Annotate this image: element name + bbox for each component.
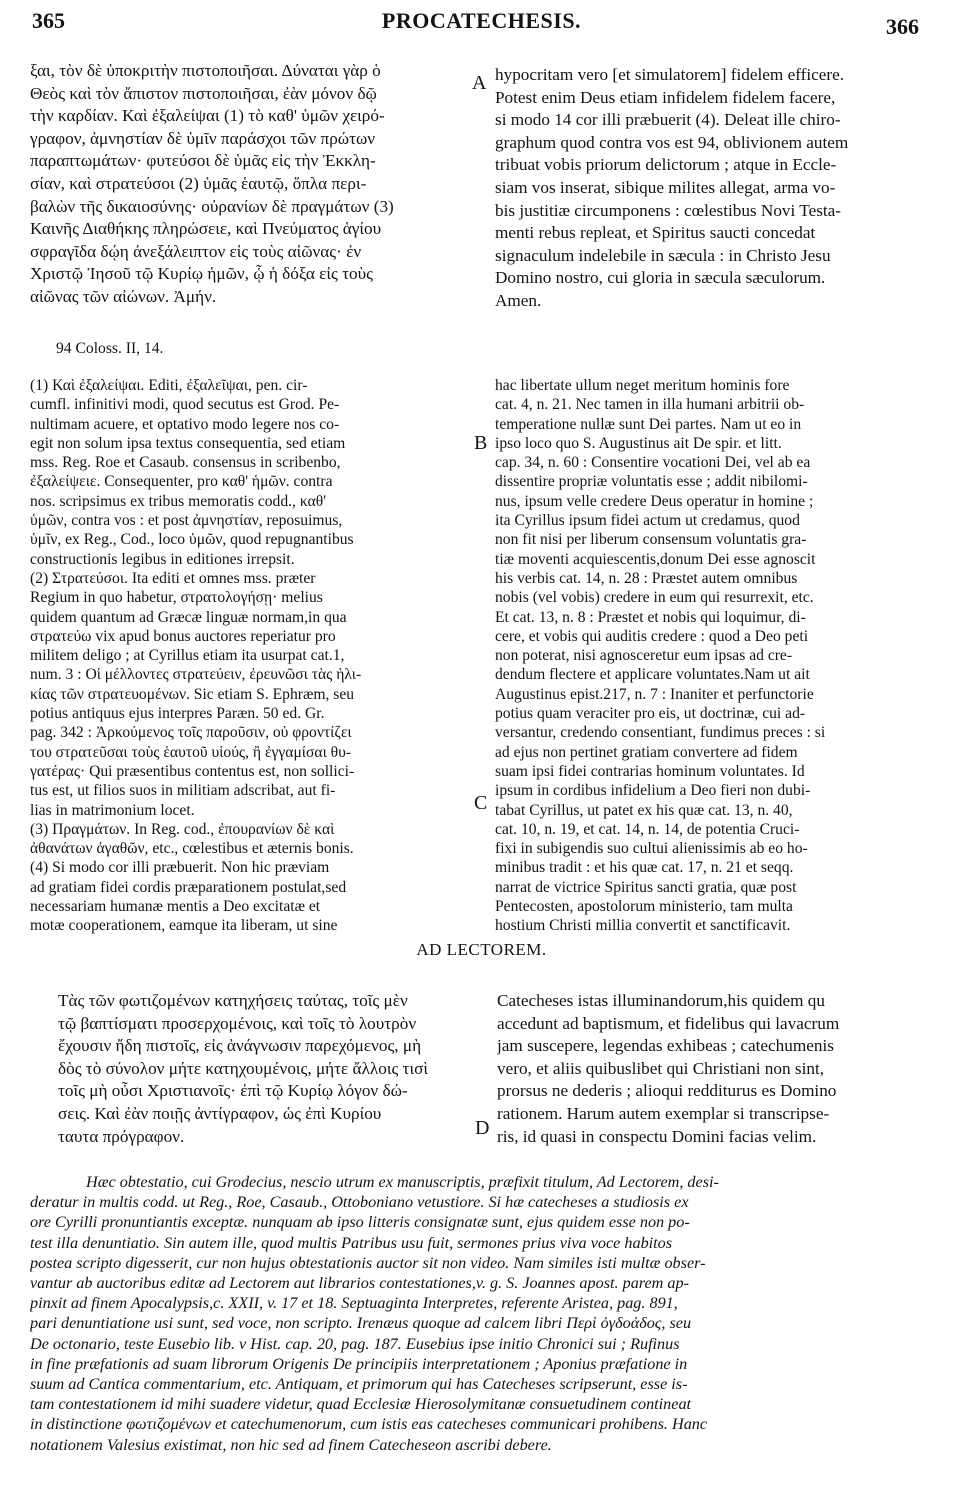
page-number-left: 365: [32, 8, 65, 33]
margin-letter-d: D: [475, 1117, 490, 1139]
note-line: hac libertate ullum neget meritum hominis fore: [495, 377, 790, 394]
note-line: ita Cyrillus ipsum fidei actum ut credamus, quod: [495, 512, 800, 530]
latin-line: accedunt ad baptismum, et fidelibus qui lavacrum: [497, 1013, 840, 1033]
note-line: motæ cooperationem, eamque ita liberam, ut sine: [30, 917, 338, 935]
latin-line: vero, et aliis quibuslibet qui Christiani non sint,: [497, 1058, 825, 1078]
margin-letter-a: A: [472, 72, 487, 94]
greek-line: παραπτωμάτων· φυτεύσοι δὲ ὑμᾶς εἰς τὴν Ἐκκλη-: [30, 151, 376, 171]
note-line: pag. 342 : Ἀρκούμενος τοῖς παροῦσιν, οὐ φροντίζει: [30, 724, 352, 742]
greek-line: σίαν, καὶ στρατεύσοι (2) ὑμᾶς ἑαυτῷ, ὅπλα περι-: [30, 173, 367, 193]
note-line: cere, et vobis qui auditis credere : quod a Deo peti: [495, 627, 809, 645]
note-line: cat. 4, n. 21. Nec tamen in illa humani arbitrii ob-: [495, 396, 805, 414]
greek-line: Καινῆς Διαθήκης πληρώσειε, καὶ Πνεύματος ἁγίου: [30, 219, 382, 239]
note-line: temperatione nullæ sunt Dei partes. Nam ut eo in: [495, 415, 802, 433]
note-line: Regium in quo habetur, στρατολογήσῃ· melius: [30, 589, 323, 607]
latin-line: jam suscepere, legendas exhibeas ; catechumenis: [497, 1036, 834, 1056]
greek-line: ἔχουσιν ἤδη πιστοῖς, εἰς ἀνάγνωσιν παρεχόμενος, μὴ: [58, 1036, 422, 1056]
note-line: (2) Στρατεύσοι. Ita editi et omnes mss. præter: [30, 569, 316, 587]
note-line: Et cat. 13, n. 8 : Præstet et nobis qui loquimur, di-: [495, 608, 806, 626]
greek-line: Θεὸς καὶ τὸν ἄπιστον πιστοποιῆσαι, ἐὰν μόνον δῷ: [30, 83, 377, 103]
commentary-line: in distinctione φωτιζομένων et catechumenorum, cum istis eas catecheses communicari prohibens. Hanc: [30, 1415, 708, 1434]
greek-line: σφραγῖδα δῴη ἀνεξάλειπτον εἰς τοὺς αἰῶνας· ἐν: [30, 241, 362, 261]
commentary-line: De octonario, teste Eusebio lib. v Hist. cap. 20, pag. 187. Eusebius ipse initio Chronici sui ; Rufinus: [30, 1334, 680, 1353]
commentary-line: Hæc obtestatio, cui Grodecius, nescio utrum ex manuscriptis, præfixit titulum, Ad Lectorem, desi-: [86, 1173, 719, 1191]
note-line: hostium Christi millia convertit et sanctificavit.: [495, 917, 791, 935]
note-line: ὑμῖν, ex Reg., Cod., loco ὑμῶν, quod repugnantibus: [30, 531, 354, 549]
commentary-line: pinxit ad finem Apocalypsis,c. XXII, v. 17 et 18. Septuaginta Interpretes, referente Aristea, pag. 891,: [30, 1294, 678, 1313]
note-line: ad ejus non pertinet gratiam convertere ad fidem: [495, 743, 798, 761]
note-line: egit non solum ipsa textus consequentia, sed etiam: [30, 434, 346, 452]
note-line: ipsum in cordibus infidelium a Deo fieri non dubi-: [495, 782, 811, 800]
greek-line: Χριστῷ Ἰησοῦ τῷ Κυρίῳ ἡμῶν, ᾧ ἡ δόξα εἰς τοὺς: [30, 264, 373, 284]
note-line: (3) Πραγμάτων. In Reg. cod., ἐπουρανίων δὲ καὶ: [30, 820, 335, 838]
note-line: γατέρας· Qui præsentibus contentus est, non sollici-: [30, 762, 355, 780]
latin-line: Catecheses istas illuminandorum,his quidem qu: [497, 991, 825, 1010]
section-title-ad-lectorem: AD LECTOREM.: [416, 940, 547, 959]
note-line: cap. 34, n. 60 : Consentire vocationi Dei, vel ab ea: [495, 454, 811, 472]
note-line: ὑμῶν, contra vos : et post ἀμνηστίαν, reposuimus,: [30, 512, 343, 530]
latin-line: siam vos inserat, sibique milites allegat, arma vo-: [495, 177, 836, 197]
note-line: constructionis legibus in editiones irrepsit.: [30, 550, 295, 568]
commentary-line: pari denuntiatione usi sunt, sed voce, non scripto. Irenæus quoque ad calcem libri Περὶ ὀγδοάδος, seu: [30, 1314, 692, 1333]
latin-line: rationem. Harum autem exemplar si transcripse-: [497, 1103, 830, 1123]
commentary-line: in fine præfationis ad suam librorum Origenis De principiis interpretationem ; Aponius præfatione in: [30, 1354, 688, 1373]
note-line: tus est, ut filios suos in militiam adscribat, aut fi-: [30, 782, 336, 800]
note-line: num. 3 : Οἱ μέλλοντες στρατεύειν, ἐρευνῶσι τὰς ἡλι-: [30, 666, 362, 684]
greek-line: τὴν καρδίαν. Καὶ ἐξαλείψαι (1) τὸ καθ' ὑμῶν χειρό-: [30, 106, 385, 126]
note-line: his verbis cat. 14, n. 28 : Præstet autem omnibus: [495, 569, 798, 587]
note-line: του στρατεῦσαι τοὺς ἑαυτοῦ υἱούς, ἢ ἐγγαμίσαι θυ-: [30, 743, 352, 761]
note-line: cat. 10, n. 19, et cat. 14, n. 14, de potentia Cruci-: [495, 820, 800, 838]
commentary-line: test illa denuntiatio. Sin autem ille, quod multis Patribus usu fuit, sermones prius viva voce habitos: [30, 1233, 673, 1252]
margin-letter-c: C: [474, 792, 488, 814]
note-line: ipso loco quo S. Augustinus ait De spir. et litt.: [495, 434, 782, 452]
commentary-line: suum ad Cantica commentarium, etc. Antiquam, et primorum qui has Catecheses scripserunt, esse is-: [30, 1375, 688, 1394]
latin-line: signaculum indelebile in sæcula : in Christo Jesu: [495, 245, 831, 265]
note-line: κίας τῶν στρατευομένων. Sic etiam S. Ephræm, seu: [30, 685, 355, 703]
commentary-line: deratur in multis codd. ut Reg., Roe, Casaub., Ottoboniano vetustiore. Si hæ catecheses a studiosis ex: [30, 1193, 689, 1212]
latin-line: ris, id quasi in conspectu Domini facias velim.: [497, 1126, 817, 1146]
note-line: necessariam humanæ mentis a Deo excitatæ et: [30, 898, 321, 916]
note-line: potius quam veraciter pro eis, ut doctrinæ, cui ad-: [495, 705, 806, 723]
note-line: (1) Καὶ ἐξαλείψαι. Editi, ἐξαλεῖψαι, pen. cir-: [30, 377, 308, 394]
commentary-line: postea scripto digesserit, cur non hujus obtestationis auctor sit non video. Nam similes isti multæ obser-: [30, 1253, 706, 1272]
latin-line: bis justitiæ circumponens : cœlestibus Novi Testa-: [495, 200, 842, 220]
notes-left-column: [30, 376, 470, 936]
latin-line: graphum quod contra vos est 94, oblivionem autem: [495, 132, 849, 152]
note-line: tiæ moventi acquiescentis,donum Dei esse agnoscit: [495, 550, 816, 568]
note-line: narrat de victrice Spiritus sancti gratia, quæ post: [495, 878, 797, 896]
note-line: Augustinus epist.217, n. 7 : Inaniter et perfunctorie: [495, 685, 814, 703]
greek-line: αἰῶνας τῶν αἰώνων. Ἀμήν.: [30, 286, 217, 306]
commentary-line: tam contestationem id mihi suadere videtur, quad Ecclesiæ Hierosolymitanæ consuetudinem contineat: [30, 1395, 692, 1414]
notes-right-column: [495, 376, 935, 936]
note-line: dendum flectere et applicare voluntates.Nam ut ait: [495, 666, 810, 684]
note-line: nos. scripsimus ex tribus memoratis codd., καθ': [30, 492, 326, 510]
note-line: (4) Si modo cor illi præbuerit. Non hic præviam: [30, 859, 330, 877]
latin-line: menti rebus repleat, et Spiritus saucti concedat: [495, 223, 816, 243]
greek-text-column: [30, 60, 470, 309]
note-line: στρατεύω vix apud bonus auctores reperiatur pro: [30, 627, 336, 645]
note-line: nobis (vel vobis) credere in eum qui resurrexit, etc.: [495, 589, 814, 607]
note-line: potius antiquus ejus interpres Paræn. 50 ed. Gr.: [30, 705, 325, 723]
note-line: nus, ipsum velle credere Deus operatur in homine ;: [495, 492, 814, 510]
note-line: mss. Reg. Roe et Casaub. consensus in scribenbo,: [30, 454, 341, 472]
commentary-line: vantur ab auctoribus editæ ad Lectorem aut librarios contestationes,v. g. S. Joannes apost. parem ap-: [30, 1274, 689, 1293]
note-line: Pentecosten, apostolorum ministerio, tam multa: [495, 898, 793, 916]
note-line: ἐξαλείψειε. Consequenter, pro καθ' ἡμῶν. contra: [30, 473, 333, 491]
latin-line: Domino nostro, cui gloria in sæcula sæculorum.: [495, 268, 826, 288]
note-line: versantur, credendo consentiant, fundimus preces : si: [495, 724, 826, 742]
note-line: minibus tradit : et his quæ cat. 17, n. 21 et seqq.: [495, 859, 794, 877]
greek-line: ταυτα πρόγραφον.: [58, 1126, 185, 1146]
greek-line: βαλὼν τῆς δικαιοσύνης· οὐρανίων δὲ πραγμάτων (3): [30, 196, 394, 216]
footnote-94: 94 Coloss. II, 14.: [56, 340, 164, 357]
note-line: fixi in subigendis suo cultui alienissimis ab eo ho-: [495, 840, 808, 858]
note-line: militem deligo ; at Cyrillus etiam ita usurpat cat.1,: [30, 647, 345, 665]
note-line: ad gratiam fidei cordis præparationem postulat,sed: [30, 878, 347, 896]
ad-lectorem-greek-column: [58, 990, 470, 1148]
note-line: non fit nisi per liberum consensum voluntatis gra-: [495, 531, 807, 549]
note-line: nultimam acuere, et optativo modo legere nos co-: [30, 415, 340, 433]
ad-lectorem-latin-column: [497, 990, 935, 1148]
note-line: suam ipsi fidei contrarias hominum voluntates. Id: [495, 762, 805, 780]
latin-text-column: [495, 64, 935, 313]
note-line: non poterat, nisi agnosceretur eum ipsas ad cre-: [495, 647, 793, 665]
greek-line: δὸς τὸ σύνολον μήτε κατηχουμένοις, μήτε ἄλλοις τισὶ: [58, 1058, 428, 1078]
latin-line: tribuat vobis priorum delictorum ; atque in Eccle-: [495, 155, 837, 175]
latin-line: hypocritam vero [et simulatorem] fidelem efficere.: [495, 65, 845, 84]
greek-line: τοῖς μὴ οὖσι Χριστιανοῖς· ἐπὶ τῷ Κυρίῳ λόγον δώ-: [58, 1081, 408, 1101]
greek-line: ξαι, τὸν δὲ ὑποκριτὴν πιστοποιῆσαι. Δύναται γὰρ ὁ: [30, 61, 381, 80]
note-line: cumfl. infinitivi modi, quod secutus est Grod. Pe-: [30, 396, 340, 414]
latin-line: si modo 14 cor illi præbuerit (4). Deleat ille chiro-: [495, 110, 841, 130]
note-line: tabat Cyrillus, ut patet ex his quæ cat. 13, n. 40,: [495, 801, 793, 819]
commentary-line: notationem Valesius existimat, non hic sed ad finem Catecheseon ascribi debere.: [30, 1435, 552, 1454]
running-head: PROCATECHESIS.: [381, 8, 582, 33]
latin-line: Amen.: [495, 290, 542, 310]
greek-line: γραφον, ἀμνηστίαν δὲ ὑμῖν παράσχοι τῶν πρώτων: [30, 128, 376, 148]
note-line: ἀθανάτων ἀγαθῶν, etc., cœlestibus et æternis bonis.: [30, 840, 354, 858]
commentary-line: ore Cyrilli pronuntiantis exceptæ. nunquam ab ipso litteris consignatæ sunt, ejus quidem esse non po-: [30, 1213, 690, 1232]
margin-letter-b: B: [474, 432, 488, 454]
page-number-right: 366: [886, 14, 919, 39]
greek-line: σεις. Καὶ ἐὰν ποιῇς ἀντίγραφον, ὡς ἐπὶ Κυρίου: [58, 1103, 382, 1123]
latin-line: prorsus ne dederis ; alioqui redditurus es Domino: [497, 1081, 837, 1101]
commentary-paragraph: [30, 1172, 935, 1455]
note-line: dissentire propriæ voluntatis esse ; addit nibilomi-: [495, 473, 808, 491]
note-line: quidem quantum ad Græcæ linguæ normam,in qua: [30, 608, 347, 626]
note-line: lias in matrimonium locet.: [30, 801, 195, 819]
greek-line: τῷ βαπτίσματι προσερχομένοις, καὶ τοῖς τὸ λουτρὸν: [58, 1013, 417, 1033]
greek-line: Τὰς τῶν φωτιζομένων κατηχήσεις ταύτας, τοῖς μὲν: [58, 991, 408, 1010]
latin-line: Potest enim Deus etiam infidelem fidelem facere,: [495, 87, 836, 107]
